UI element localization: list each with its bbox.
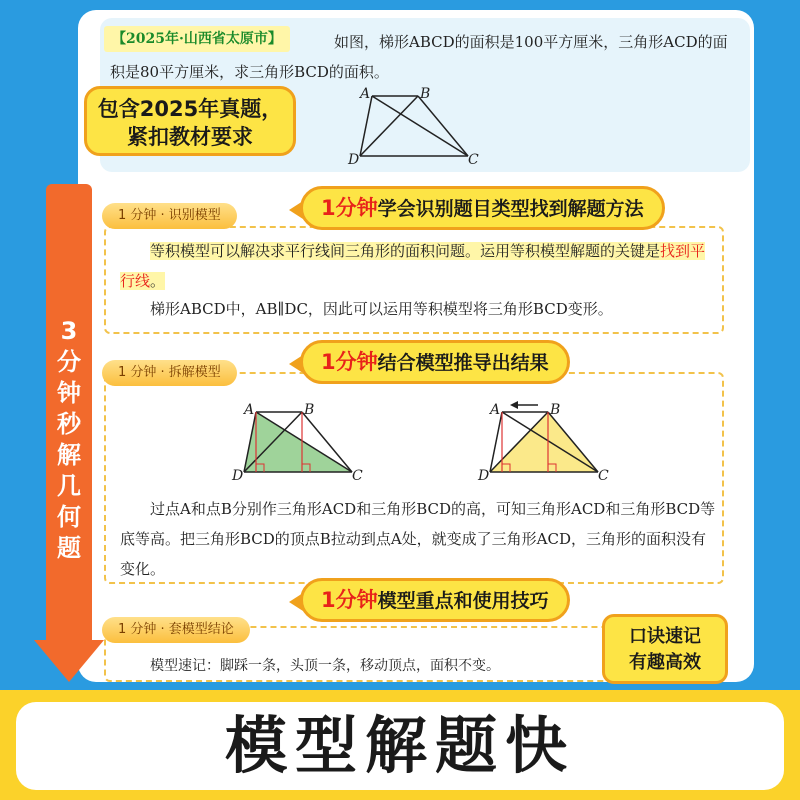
side-char: 几 — [57, 472, 81, 500]
label-c: C — [468, 152, 479, 168]
mnemonic-bubble-line1: 口诀速记 — [629, 626, 701, 647]
trapezoid-figure — [344, 84, 494, 168]
identify-paragraph-2: 梯形ABCD中，AB∥DC，因此可以运用等积模型将三角形BCD变形。 — [150, 300, 613, 318]
callout-highlight: 1分钟 — [321, 350, 378, 374]
label-b: B — [304, 402, 315, 418]
side-char: 秒 — [57, 410, 81, 438]
callout-text: 模型重点和使用技巧 — [377, 590, 549, 612]
year-tag: 【2025年·山西省太原市】 — [104, 26, 290, 52]
para-text: 。 — [150, 272, 166, 290]
callout-identify — [300, 186, 665, 230]
side-char: 解 — [57, 441, 81, 469]
section-pill-identify: 1 分钟 · 识别模型 — [102, 203, 237, 229]
figure-triangle-acd — [228, 400, 368, 484]
callout-tail — [289, 355, 303, 373]
side-label — [46, 316, 92, 564]
para-highlight: 找到平行线 — [120, 242, 706, 290]
label-c: C — [352, 468, 363, 484]
down-arrow-icon — [34, 640, 104, 684]
side-char: 钟 — [57, 379, 81, 407]
decompose-paragraph: 过点A和点B分别作三角形ACD和三角形BCD的高，可知三角形ACD和三角形BCD等底等高。把三角形BCD的顶点B拉动到点A处，就变成了三角形ACD，三角形的面积没有变化。 — [120, 500, 716, 578]
callout-highlight: 1分钟 — [321, 588, 378, 612]
edge-bc — [418, 96, 468, 156]
banner-title: 模型解题快 — [224, 709, 575, 782]
figure-triangle-bcd — [474, 400, 614, 484]
label-a: A — [360, 86, 371, 102]
side-char: 何 — [57, 503, 81, 531]
exam-bubble-line2: 紧扣教材要求 — [127, 125, 253, 149]
callout-text: 学会识别题目类型找到解题方法 — [377, 198, 644, 220]
identify-paragraph-1 — [120, 236, 716, 296]
callout-text: 结合模型推导出结果 — [377, 352, 549, 374]
mnemonic-bubble — [602, 614, 728, 684]
exam-bubble-line1: 包含2025年真题， — [97, 97, 283, 121]
side-char: 3 — [60, 317, 78, 345]
callout-apply — [300, 578, 570, 622]
problem-text: 如图，梯形ABCD的面积是100平方厘米，三角形ACD的面积是80平方厘米，求三角形BCD的面积。 — [110, 33, 728, 81]
section-pill-apply: 1 分钟 · 套模型结论 — [102, 617, 250, 643]
diagonal-bd — [360, 96, 418, 156]
shaded-triangle-bcd — [490, 412, 598, 472]
label-d: D — [348, 152, 360, 168]
callout-decompose — [300, 340, 570, 384]
mnemonic-bubble-line2: 有趣高效 — [629, 652, 701, 673]
callout-tail — [289, 201, 303, 219]
callout-highlight: 1分钟 — [321, 196, 378, 220]
label-a: A — [244, 402, 255, 418]
exam-bubble — [84, 86, 296, 156]
label-a: A — [490, 402, 501, 418]
label-b: B — [420, 86, 431, 102]
section-pill-decompose: 1 分钟 · 拆解模型 — [102, 360, 237, 386]
side-char: 分 — [57, 348, 81, 376]
label-c: C — [598, 468, 609, 484]
shaded-triangle-acd — [244, 412, 352, 472]
edge-ad — [360, 96, 372, 156]
label-d: D — [232, 468, 244, 484]
para-text: 等积模型可以解决求平行线间三角形的面积问题。运用等积模型解题的关键是 — [150, 242, 661, 260]
callout-tail — [289, 593, 303, 611]
side-char: 题 — [57, 534, 81, 562]
label-d: D — [478, 468, 490, 484]
diagonal-ac — [372, 96, 468, 156]
apply-paragraph: 模型速记：脚踩一条，头顶一条，移动顶点，面积不变。 — [150, 658, 500, 674]
label-b: B — [550, 402, 561, 418]
